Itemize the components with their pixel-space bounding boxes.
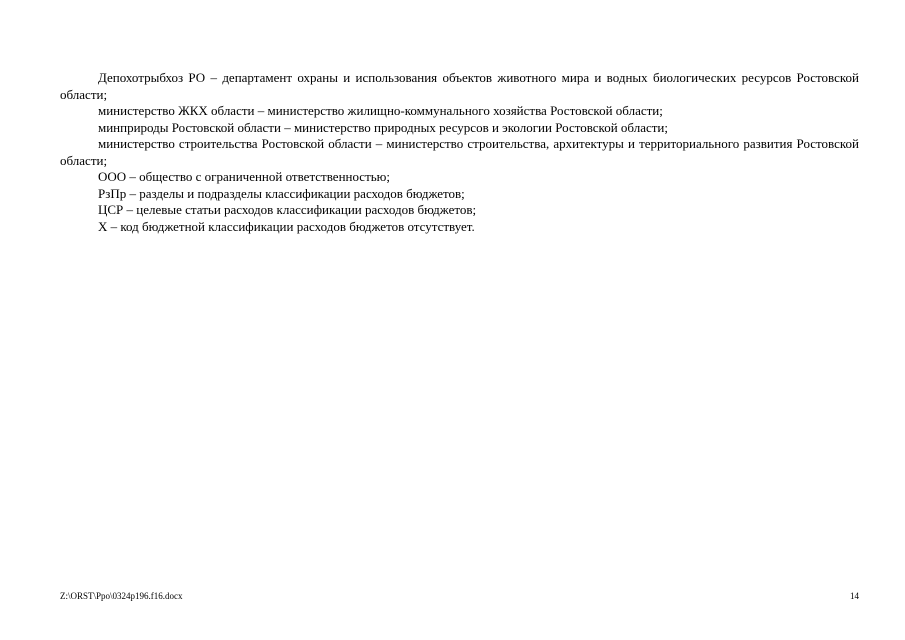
abbreviation-paragraph: ООО – общество с ограниченной ответственностью; xyxy=(98,169,391,184)
abbreviations-list xyxy=(60,70,859,235)
abbreviation-paragraph: РзПр – разделы и подразделы классификации расходов бюджетов; xyxy=(98,185,465,201)
abbreviation-paragraph: минприроды Ростовской области – министерство природных ресурсов и экологии Ростовской области; xyxy=(98,119,668,135)
abbreviation-paragraph: министерство строительства Ростовской области – министерство строительства, архитектуры и территориального развития Ростовской области; xyxy=(60,136,859,168)
abbreviation-paragraph: министерство ЖКХ области – министерство жилищно-коммунального хозяйства Ростовской области; xyxy=(98,103,663,118)
page-number: 14 xyxy=(850,591,859,601)
footer-file-path: Z:\ORST\Ppo\0324p196.f16.docx xyxy=(60,591,183,601)
abbreviation-paragraph: Х – код бюджетной классификации расходов бюджетов отсутствует. xyxy=(98,218,475,234)
abbreviation-paragraph: Депохотрыбхоз РО – департамент охраны и использования объектов животного мира и водных биологических ресурсов Ростовской области; xyxy=(60,70,859,102)
abbreviation-paragraph: ЦСР – целевые статьи расходов классификации расходов бюджетов; xyxy=(98,202,477,217)
